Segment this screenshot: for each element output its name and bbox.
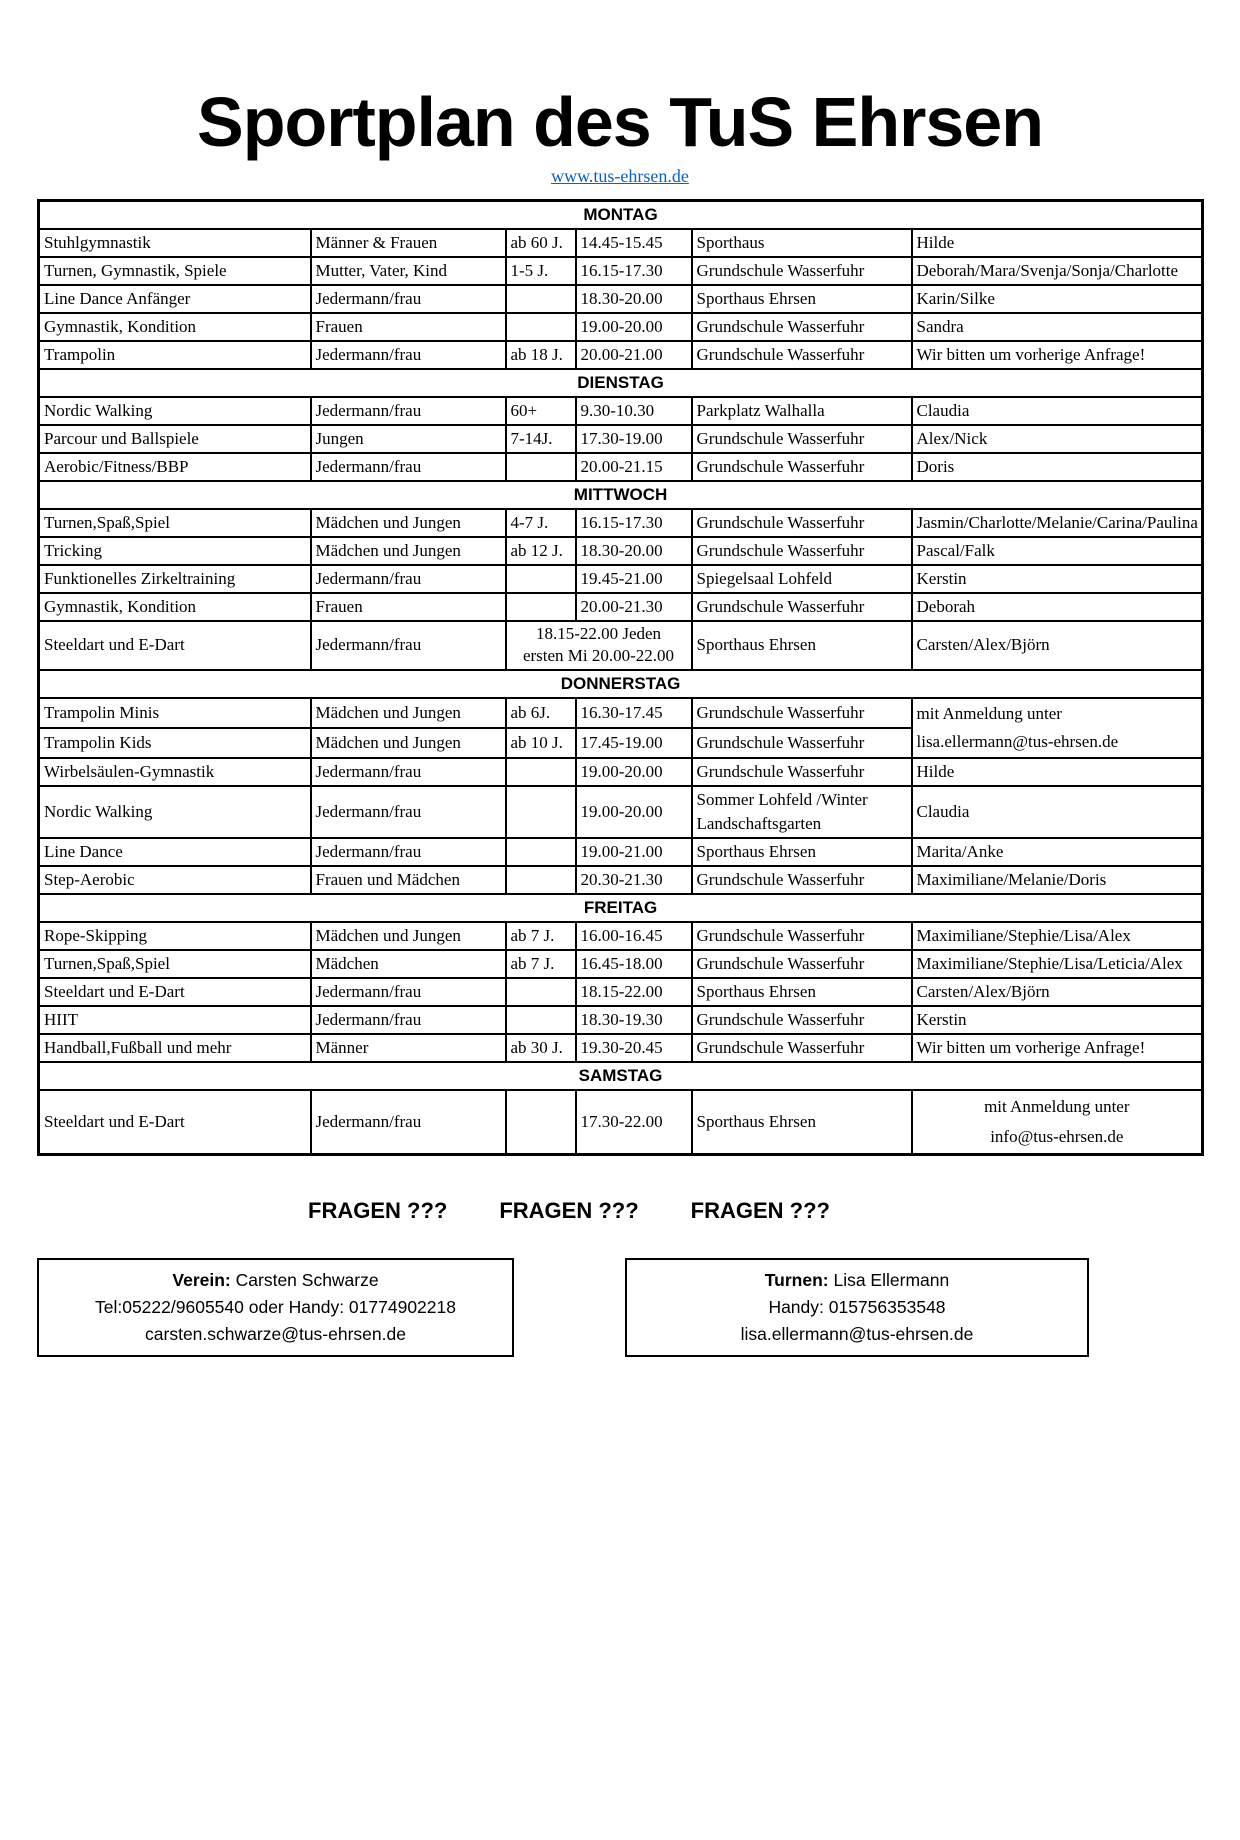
cell-location: Sporthaus Ehrsen [692,621,912,671]
cell-contact: Deborah [912,593,1203,621]
cell-contact: Pascal/Falk [912,537,1203,565]
day-header-dienstag: DIENSTAG [39,369,1203,397]
cell-activity: Trampolin Kids [39,728,311,758]
turnen-contact-box [625,1258,1089,1357]
cell-group: Frauen [311,593,506,621]
cell-location: Grundschule Wasserfuhr [692,728,912,758]
cell-age [506,453,576,481]
cell-location: Sporthaus Ehrsen [692,285,912,313]
cell-location: Grundschule Wasserfuhr [692,341,912,369]
cell-age: 1-5 J. [506,257,576,285]
cell-location: Sommer Lohfeld /Winter Landschaftsgarten [692,786,912,838]
cell-group: Männer [311,1034,506,1062]
cell-time: 19.00-21.00 [576,838,692,866]
cell-contact: Marita/Anke [912,838,1203,866]
cell-age: ab 60 J. [506,229,576,257]
cell-time: 17.30-19.00 [576,425,692,453]
cell-contact: mit Anmeldung unter info@tus-ehrsen.de [912,1090,1203,1154]
cell-group: Jedermann/frau [311,397,506,425]
cell-age [506,838,576,866]
cell-location: Grundschule Wasserfuhr [692,950,912,978]
site-link-row [0,166,1240,187]
cell-location: Grundschule Wasserfuhr [692,313,912,341]
cell-time: 17.30-22.00 [576,1090,692,1154]
cell-group: Jedermann/frau [311,1006,506,1034]
fragen-text-2: FRAGEN ??? [499,1197,639,1223]
cell-age [506,866,576,894]
verein-contact-box [37,1258,514,1357]
cell-location: Grundschule Wasserfuhr [692,758,912,786]
cell-contact: Wir bitten um vorherige Anfrage! [912,341,1203,369]
cell-contact: Claudia [912,397,1203,425]
verein-contact-email: carsten.schwarze@tus-ehrsen.de [145,1323,406,1344]
schedule-row [39,313,1203,341]
cell-group: Jedermann/frau [311,786,506,838]
contact-boxes-row [37,1258,1240,1357]
schedule-row [39,229,1203,257]
cell-group: Jedermann/frau [311,978,506,1006]
cell-group: Mädchen und Jungen [311,509,506,537]
day-header-samstag: SAMSTAG [39,1062,1203,1090]
cell-activity: Rope-Skipping [39,922,311,950]
cell-location: Grundschule Wasserfuhr [692,1006,912,1034]
schedule-row [39,786,1203,838]
schedule-row [39,922,1203,950]
cell-group: Mädchen und Jungen [311,698,506,728]
cell-location: Grundschule Wasserfuhr [692,1034,912,1062]
schedule-row [39,341,1203,369]
schedule-row [39,978,1203,1006]
cell-time: 18.15-22.00 [576,978,692,1006]
cell-group: Jedermann/frau [311,453,506,481]
cell-age: ab 18 J. [506,341,576,369]
cell-group: Jedermann/frau [311,758,506,786]
cell-age [506,786,576,838]
cell-location: Sporthaus Ehrsen [692,1090,912,1154]
cell-group: Männer & Frauen [311,229,506,257]
cell-age [506,1090,576,1154]
cell-location: Grundschule Wasserfuhr [692,425,912,453]
cell-location: Spiegelsaal Lohfeld [692,565,912,593]
day-header-row-mittwoch [39,481,1203,509]
cell-time: 16.15-17.30 [576,257,692,285]
cell-time: 14.45-15.45 [576,229,692,257]
cell-age: ab 6J. [506,698,576,728]
cell-time: 19.00-20.00 [576,786,692,838]
day-header-montag: MONTAG [39,200,1203,229]
schedule-row [39,397,1203,425]
cell-contact: Doris [912,453,1203,481]
cell-activity: Wirbelsäulen-Gymnastik [39,758,311,786]
cell-contact: Carsten/Alex/Björn [912,621,1203,671]
cell-time: 19.45-21.00 [576,565,692,593]
cell-time: 19.30-20.45 [576,1034,692,1062]
cell-activity: Steeldart und E-Dart [39,1090,311,1154]
cell-group: Mutter, Vater, Kind [311,257,506,285]
day-header-donnerstag: DONNERSTAG [39,670,1203,698]
cell-time: 16.15-17.30 [576,509,692,537]
cell-group: Jedermann/frau [311,838,506,866]
cell-activity: Parcour und Ballspiele [39,425,311,453]
cell-location: Parkplatz Walhalla [692,397,912,425]
cell-age: ab 7 J. [506,950,576,978]
schedule-row [39,698,1203,728]
schedule-row [39,621,1203,671]
fragen-row [308,1198,1240,1224]
cell-location: Grundschule Wasserfuhr [692,698,912,728]
cell-activity: Steeldart und E-Dart [39,621,311,671]
cell-activity: Aerobic/Fitness/BBP [39,453,311,481]
cell-location: Grundschule Wasserfuhr [692,257,912,285]
cell-contact: Maximiliane/Stephie/Lisa/Leticia/Alex [912,950,1203,978]
cell-group: Mädchen [311,950,506,978]
schedule-row [39,509,1203,537]
cell-age: ab 12 J. [506,537,576,565]
cell-time: 16.30-17.45 [576,698,692,728]
cell-time: 20.00-21.30 [576,593,692,621]
cell-activity: Steeldart und E-Dart [39,978,311,1006]
cell-activity: Trampolin Minis [39,698,311,728]
cell-activity: Nordic Walking [39,786,311,838]
cell-activity: Tricking [39,537,311,565]
sportplan-table [37,199,1204,1156]
schedule-row [39,950,1203,978]
day-header-row-samstag [39,1062,1203,1090]
cell-location: Grundschule Wasserfuhr [692,593,912,621]
cell-contact: Maximiliane/Stephie/Lisa/Alex [912,922,1203,950]
cell-age: ab 10 J. [506,728,576,758]
cell-contact: Kerstin [912,565,1203,593]
cell-time: 18.30-20.00 [576,537,692,565]
website-link[interactable]: www.tus-ehrsen.de [551,165,689,186]
turnen-contact-name: Turnen: Lisa Ellermann [764,1269,950,1290]
cell-location: Sporthaus [692,229,912,257]
cell-activity: Nordic Walking [39,397,311,425]
schedule-row [39,1006,1203,1034]
schedule-row [39,1090,1203,1154]
cell-location: Sporthaus Ehrsen [692,838,912,866]
cell-contact: Carsten/Alex/Björn [912,978,1203,1006]
day-header-freitag: FREITAG [39,894,1203,922]
cell-activity: Gymnastik, Kondition [39,593,311,621]
cell-contact: mit Anmeldung unter lisa.ellermann@tus-ehrsen.de [912,698,1203,758]
cell-time: 18.30-20.00 [576,285,692,313]
day-header-row-donnerstag [39,670,1203,698]
cell-time: 20.00-21.15 [576,453,692,481]
cell-contact: Karin/Silke [912,285,1203,313]
cell-activity: Funktionelles Zirkeltraining [39,565,311,593]
cell-contact: Kerstin [912,1006,1203,1034]
day-header-row-dienstag [39,369,1203,397]
cell-contact: Jasmin/Charlotte/Melanie/Carina/Paulina [912,509,1203,537]
cell-group: Jungen [311,425,506,453]
fragen-text-1: FRAGEN ??? [308,1197,448,1223]
schedule-row [39,838,1203,866]
cell-group: Jedermann/frau [311,621,506,671]
cell-group: Frauen und Mädchen [311,866,506,894]
schedule-row [39,425,1203,453]
cell-activity: Turnen,Spaß,Spiel [39,950,311,978]
verein-contact-phone: Tel:05222/9605540 oder Handy: 01774902218 [94,1296,456,1317]
cell-time: 20.30-21.30 [576,866,692,894]
turnen-contact-email: lisa.ellermann@tus-ehrsen.de [740,1323,974,1344]
cell-group: Jedermann/frau [311,285,506,313]
cell-group: Frauen [311,313,506,341]
cell-group: Jedermann/frau [311,1090,506,1154]
cell-activity: HIIT [39,1006,311,1034]
cell-activity: Stuhlgymnastik [39,229,311,257]
cell-time: 18.30-19.30 [576,1006,692,1034]
schedule-row [39,257,1203,285]
cell-contact: Claudia [912,786,1203,838]
cell-time: 17.45-19.00 [576,728,692,758]
cell-contact: Maximiliane/Melanie/Doris [912,866,1203,894]
cell-activity: Step-Aerobic [39,866,311,894]
day-header-mittwoch: MITTWOCH [39,481,1203,509]
cell-activity: Turnen, Gymnastik, Spiele [39,257,311,285]
cell-contact: Wir bitten um vorherige Anfrage! [912,1034,1203,1062]
schedule-row [39,285,1203,313]
cell-location: Sporthaus Ehrsen [692,978,912,1006]
cell-time: 16.00-16.45 [576,922,692,950]
cell-activity: Turnen,Spaß,Spiel [39,509,311,537]
schedule-row [39,866,1203,894]
cell-age [506,313,576,341]
cell-age: ab 7 J. [506,922,576,950]
schedule-row [39,1034,1203,1062]
fragen-text-3: FRAGEN ??? [690,1197,830,1223]
cell-age [506,1006,576,1034]
box-spacer [514,1258,625,1357]
cell-age [506,565,576,593]
cell-activity: Gymnastik, Kondition [39,313,311,341]
cell-time: 20.00-21.00 [576,341,692,369]
cell-time: 16.45-18.00 [576,950,692,978]
cell-age [506,758,576,786]
day-header-row-montag [39,200,1203,229]
cell-activity: Trampolin [39,341,311,369]
cell-contact: Deborah/Mara/Svenja/Sonja/Charlotte [912,257,1203,285]
cell-group: Mädchen und Jungen [311,537,506,565]
cell-group: Jedermann/frau [311,341,506,369]
cell-location: Grundschule Wasserfuhr [692,453,912,481]
cell-age: 7-14J. [506,425,576,453]
cell-age [506,978,576,1006]
cell-contact: Hilde [912,758,1203,786]
schedule-row [39,537,1203,565]
cell-age: 60+ [506,397,576,425]
schedule-row [39,758,1203,786]
cell-location: Grundschule Wasserfuhr [692,922,912,950]
page-title: Sportplan des TuS Ehrsen [197,83,1043,161]
cell-contact: Sandra [912,313,1203,341]
cell-contact: Hilde [912,229,1203,257]
cell-time: 19.00-20.00 [576,758,692,786]
cell-age-time-merged: 18.15-22.00 Jeden ersten Mi 20.00-22.00 [506,621,692,671]
cell-activity: Line Dance [39,838,311,866]
schedule-row [39,453,1203,481]
cell-activity: Line Dance Anfänger [39,285,311,313]
cell-group: Mädchen und Jungen [311,922,506,950]
cell-activity: Handball,Fußball und mehr [39,1034,311,1062]
cell-time: 19.00-20.00 [576,313,692,341]
cell-location: Grundschule Wasserfuhr [692,509,912,537]
cell-time: 9.30-10.30 [576,397,692,425]
cell-group: Mädchen und Jungen [311,728,506,758]
schedule-row [39,593,1203,621]
cell-age: ab 30 J. [506,1034,576,1062]
cell-age [506,593,576,621]
cell-age [506,285,576,313]
cell-age: 4-7 J. [506,509,576,537]
cell-location: Grundschule Wasserfuhr [692,866,912,894]
day-header-row-freitag [39,894,1203,922]
cell-location: Grundschule Wasserfuhr [692,537,912,565]
schedule-row [39,565,1203,593]
turnen-contact-phone: Handy: 015756353548 [768,1296,946,1317]
cell-contact: Alex/Nick [912,425,1203,453]
cell-group: Jedermann/frau [311,565,506,593]
verein-contact-name: Verein: Carsten Schwarze [172,1269,379,1290]
